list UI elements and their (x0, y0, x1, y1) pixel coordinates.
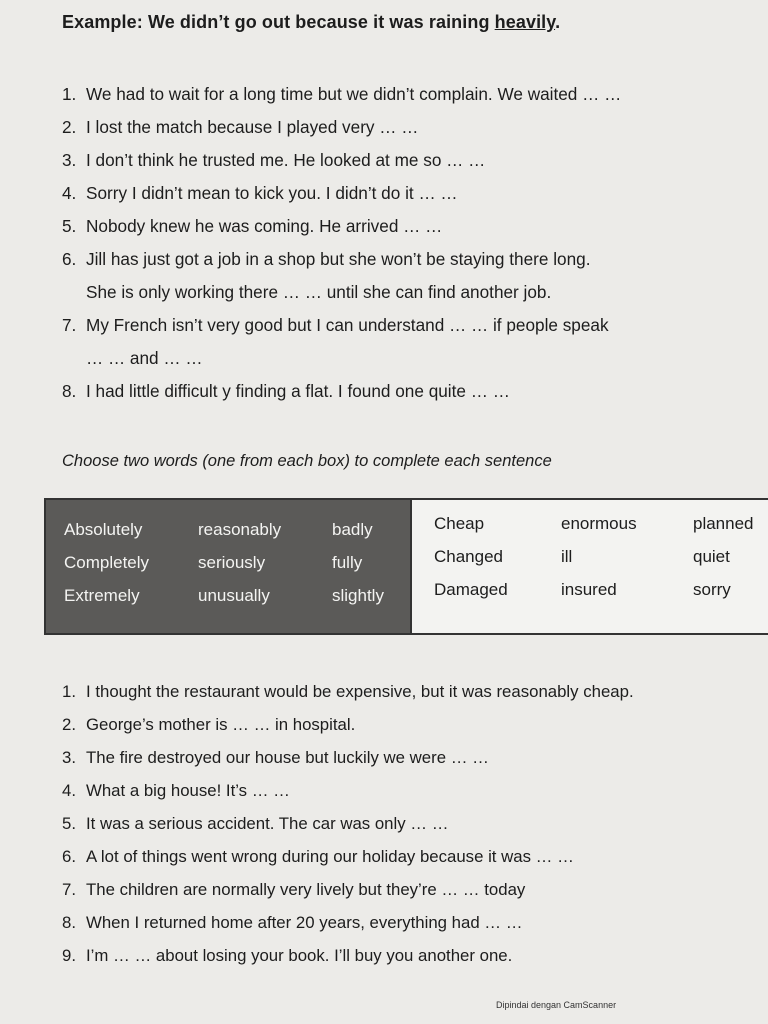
word-box-item: Cheap (434, 514, 485, 533)
word-box-item: Damaged (434, 580, 508, 599)
word-box-item: Extremely (64, 586, 140, 605)
list-item: 1. I thought the restaurant would be expensive, but it was reasonably cheap. (62, 682, 634, 701)
word-box-item: Changed (434, 547, 504, 566)
word-box-item: sorry (693, 580, 731, 599)
word-box-item: seriously (198, 553, 266, 572)
word-box-adverbs (46, 500, 412, 633)
word-box-item: insured (561, 580, 617, 599)
list-item: 3. The fire destroyed our house but luckily we were … … (62, 748, 489, 767)
list-item: 7. The children are normally very lively but they’re … … today (62, 880, 526, 899)
list-item-continuation: She is only working there … … until she can find another job. (86, 282, 552, 302)
scanner-watermark: Dipindai dengan CamScanner (496, 1000, 617, 1010)
list-item: 9. I’m … … about losing your book. I’ll buy you another one. (62, 946, 513, 965)
list-item: 4. What a big house! It’s … … (62, 781, 290, 800)
example-text: We didn’t go out because it was raining (147, 12, 495, 32)
example-prefix: Example: (62, 12, 143, 32)
word-box-item: reasonably (198, 520, 282, 539)
list-item: 8. I had little difficult y finding a flat. I found one quite … … (62, 381, 510, 401)
example-answer: heavily (494, 12, 556, 32)
list-item: 2. George’s mother is … … in hospital. (62, 715, 356, 734)
list-item: 1. We had to wait for a long time but we didn’t complain. We waited … … (62, 84, 622, 104)
list-item: 7. My French isn’t very good but I can understand … … if people speak (62, 315, 609, 335)
list-item: 6. A lot of things went wrong during our holiday because it was … … (62, 847, 574, 866)
list-item: 2. I lost the match because I played very … … (62, 117, 419, 137)
list-item: 8. When I returned home after 20 years, everything had … … (62, 913, 523, 932)
example-suffix: . (555, 12, 561, 32)
list-item: 5. Nobody knew he was coming. He arrived … … (62, 216, 443, 236)
word-box-item: enormous (561, 514, 637, 533)
exercise-1-list (62, 78, 752, 408)
example-sentence (62, 12, 560, 33)
word-box-item: quiet (693, 547, 730, 566)
word-box-item: Completely (64, 553, 150, 572)
word-boxes (44, 498, 768, 635)
list-item: 6. Jill has just got a job in a shop but she won’t be staying there long. (62, 249, 591, 269)
exercise-2-list (62, 675, 752, 972)
instruction-text: Choose two words (one from each box) to complete each sentence (62, 452, 552, 470)
word-box-adjectives (412, 500, 768, 633)
list-item: 5. It was a serious accident. The car was only … … (62, 814, 449, 833)
word-box-item: Absolutely (64, 520, 143, 539)
word-box-item: ill (561, 547, 573, 566)
word-box-item: badly (332, 520, 373, 539)
word-box-item: slightly (332, 586, 384, 605)
word-box-item: planned (693, 514, 754, 533)
list-item-continuation: … … and … … (86, 348, 203, 368)
word-box-item: unusually (198, 586, 270, 605)
list-item: 3. I don’t think he trusted me. He looked at me so … … (62, 150, 486, 170)
list-item: 4. Sorry I didn’t mean to kick you. I didn’t do it … … (62, 183, 458, 203)
word-box-item: fully (332, 553, 363, 572)
